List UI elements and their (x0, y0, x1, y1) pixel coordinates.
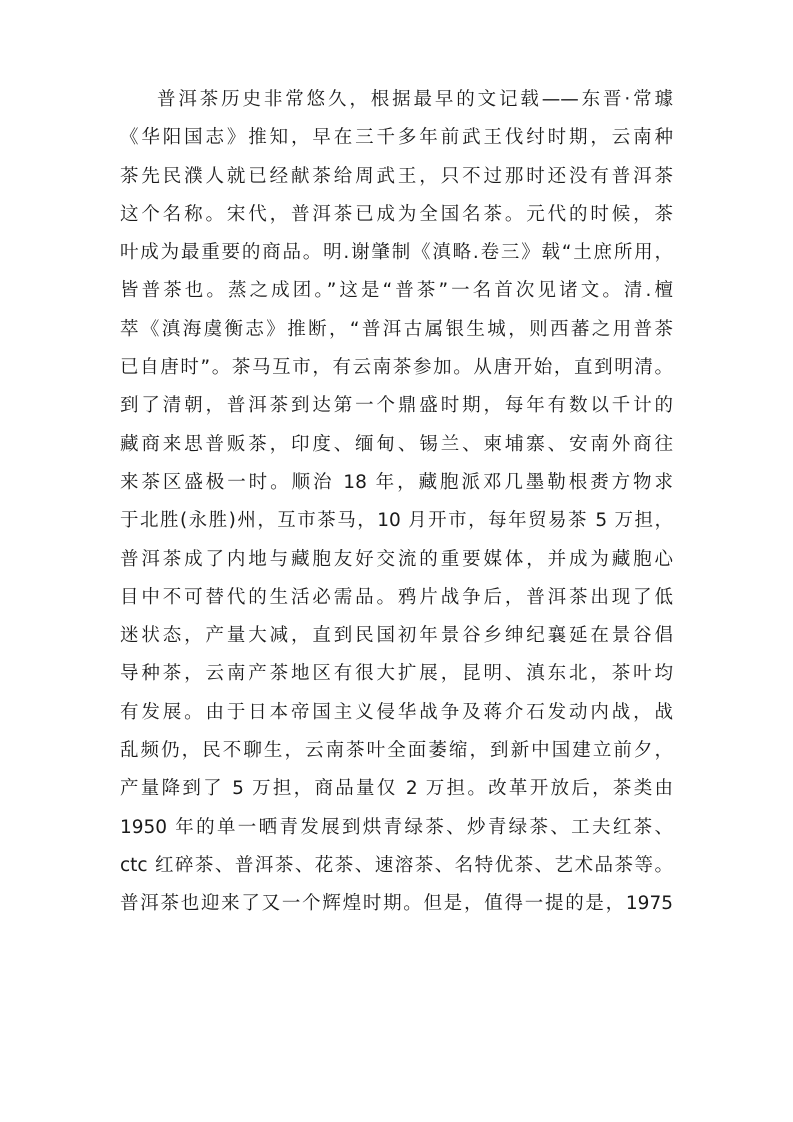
text-line-7: 萃《滇海虞衡志》推断，“普洱古属银生城，则西蕃之用普茶 (120, 318, 673, 340)
body-paragraph (120, 81, 673, 924)
text-line-2: 《华阳国志》推知，早在三千多年前武王伐纣时期，云南种 (120, 127, 673, 149)
text-line-20: 1950 年的单一晒青发展到烘青绿茶、炒青绿茶、工夫红茶、 (120, 816, 673, 838)
text-line-1: 普洱茶历史非常悠久，根据最早的文记载——东晋·常璩 (157, 89, 673, 110)
text-line-21: ctc 红碎茶、普洱茶、花茶、速溶茶、名特优茶、艺术品茶等。 (120, 854, 673, 876)
text-line-17: 有发展。由于日本帝国主义侵华战争及蒋介石发动内战，战 (120, 701, 673, 723)
text-line-6: 皆普茶也。蒸之成团。”这是“普茶”一名首次见诸文。清.檀 (120, 280, 673, 302)
text-line-10: 藏商来思普贩茶，印度、缅甸、锡兰、柬埔寨、安南外商往 (120, 433, 673, 455)
text-line-11: 来茶区盛极一时。顺治 18 年，藏胞派邓几墨勒根赉方物求 (120, 471, 673, 493)
text-line-13: 普洱茶成了内地与藏胞友好交流的重要媒体，并成为藏胞心 (120, 548, 673, 570)
text-line-3: 茶先民濮人就已经献茶给周武王，只不过那时还没有普洱茶 (120, 165, 673, 187)
text-line-19: 产量降到了 5 万担，商品量仅 2 万担。改革开放后，茶类由 (120, 778, 673, 800)
text-line-4: 这个名称。宋代，普洱茶已成为全国名茶。元代的时候，茶 (120, 203, 673, 225)
text-line-12: 于北胜(永胜)州，互市茶马，10 月开市，每年贸易茶 5 万担， (120, 510, 673, 532)
text-line-14: 目中不可替代的生活必需品。鸦片战争后，普洱茶出现了低 (120, 586, 673, 608)
text-line-5: 叶成为最重要的商品。明.谢肇制《滇略.卷三》载“土庶所用， (120, 242, 673, 264)
text-line-22: 普洱茶也迎来了又一个辉煌时期。但是，值得一提的是，1975 (120, 893, 673, 915)
text-line-16: 导种茶，云南产茶地区有很大扩展，昆明、滇东北，茶叶均 (120, 663, 673, 685)
text-line-18: 乱频仍，民不聊生，云南茶叶全面萎缩，到新中国建立前夕， (120, 740, 673, 762)
text-line-9: 到了清朝，普洱茶到达第一个鼎盛时期，每年有数以千计的 (120, 395, 673, 417)
text-line-8: 已自唐时”。茶马互市，有云南茶参加。从唐开始，直到明清。 (120, 357, 673, 379)
text-line-15: 迷状态，产量大减，直到民国初年景谷乡绅纪襄延在景谷倡 (120, 625, 673, 647)
